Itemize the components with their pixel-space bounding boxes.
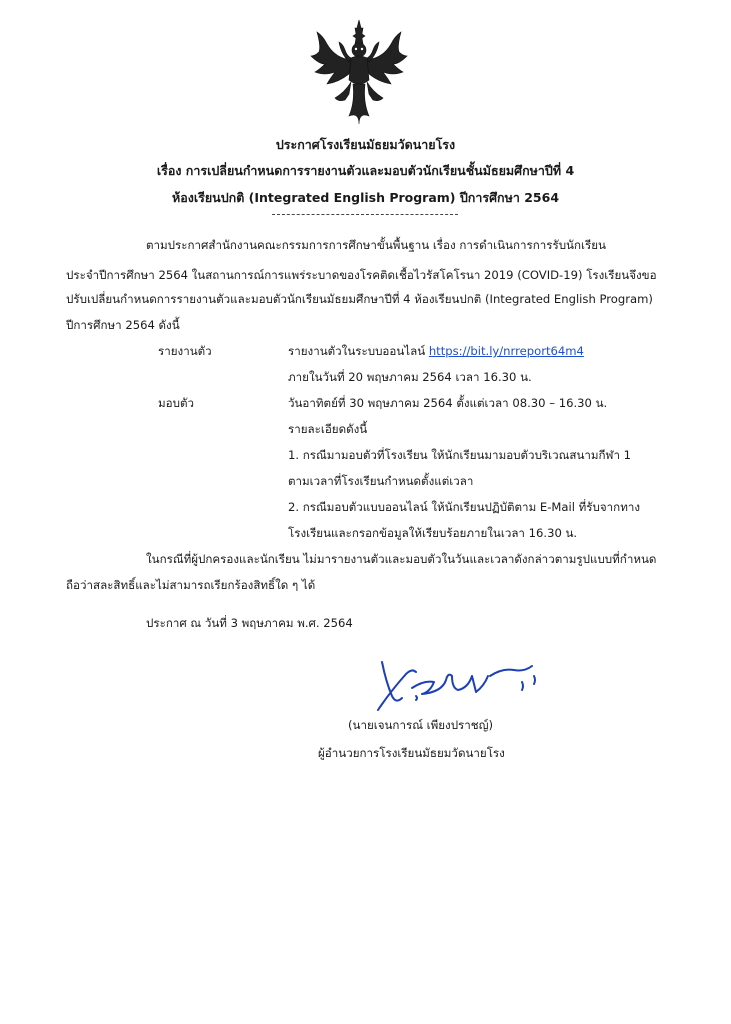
report-link[interactable]: https://bit.ly/nrreport64m4 (428, 344, 584, 358)
title-divider (272, 214, 458, 215)
report-online-text: รายงานตัวในระบบออนไลน์ (288, 344, 426, 358)
handover-item-2a: 2. กรณีมอบตัวแบบออนไลน์ ให้นักเรียนปฏิบัติตาม E-Mail ที่รับจากทาง (288, 500, 641, 514)
report-line-2: ภายในวันที่ 20 พฤษภาคม 2564 เวลา 16.30 น. (288, 370, 532, 384)
report-label: รายงานตัว (158, 344, 212, 358)
handover-label: มอบตัว (158, 396, 195, 410)
report-line-1 (288, 342, 584, 360)
intro-line-3: ปรับเปลี่ยนกำหนดการรายงานตัวและมอบตัวนักเรียนมัธยมศึกษาปีที่ 4 ห้องเรียนปกติ (Integrated English Program) (66, 292, 653, 306)
title-line-2: เรื่อง การเปลี่ยนกำหนดการรายงานตัวและมอบตัวนักเรียนชั้นมัธยมศึกษาปีที่ 4 (156, 163, 575, 178)
intro-line-2: ประจำปีการศึกษา 2564 ในสถานการณ์การแพร่ระบาดของโรคติดเชื้อไวรัสโคโรนา 2019 (COVID-19) โรงเรียนจึงขอ (66, 268, 657, 282)
garuda-emblem-icon (305, 18, 413, 126)
title-line-3: ห้องเรียนปกติ (Integrated English Program) ปีการศึกษา 2564 (171, 190, 560, 205)
title-line-1: ประกาศโรงเรียนมัธยมวัดนายโรง (275, 137, 456, 152)
handover-item-1a: 1. กรณีมามอบตัวที่โรงเรียน ให้นักเรียนมามอบตัวบริเวณสนามกีฬา 1 (288, 448, 632, 462)
closing-line-2: ถือว่าสละสิทธิ์และไม่สามารถเรียกร้องสิทธิ์ใด ๆ ได้ (66, 578, 316, 592)
announce-date: ประกาศ ณ วันที่ 3 พฤษภาคม พ.ศ. 2564 (146, 616, 353, 630)
handover-item-2b: โรงเรียนและกรอกข้อมูลให้เรียบร้อยภายในเวลา 16.30 น. (288, 526, 578, 540)
closing-line-1: ในกรณีที่ผู้ปกครองและนักเรียน ไม่มารายงานตัวและมอบตัวในวันและเวลาดังกล่าวตามรูปแบบที่กำหนด (146, 552, 657, 566)
signer-name: (นายเจนการณ์ เพียงปราชญ์) (348, 718, 494, 732)
handover-item-1b: ตามเวลาที่โรงเรียนกำหนดตั้งแต่เวลา (288, 474, 474, 488)
signer-position: ผู้อำนวยการโรงเรียนมัธยมวัดนายโรง (318, 746, 505, 760)
intro-line-1: ตามประกาศสำนักงานคณะกรรมการการศึกษาขั้นพื้นฐาน เรื่อง การดำเนินการการรับนักเรียน (146, 238, 606, 252)
intro-line-4: ปีการศึกษา 2564 ดังนี้ (66, 318, 180, 332)
handover-line-2: รายละเอียดดังนี้ (288, 422, 368, 436)
handover-line-1: วันอาทิตย์ที่ 30 พฤษภาคม 2564 ตั้งแต่เวลา 08.30 – 16.30 น. (288, 396, 608, 410)
signature-icon (372, 652, 544, 714)
